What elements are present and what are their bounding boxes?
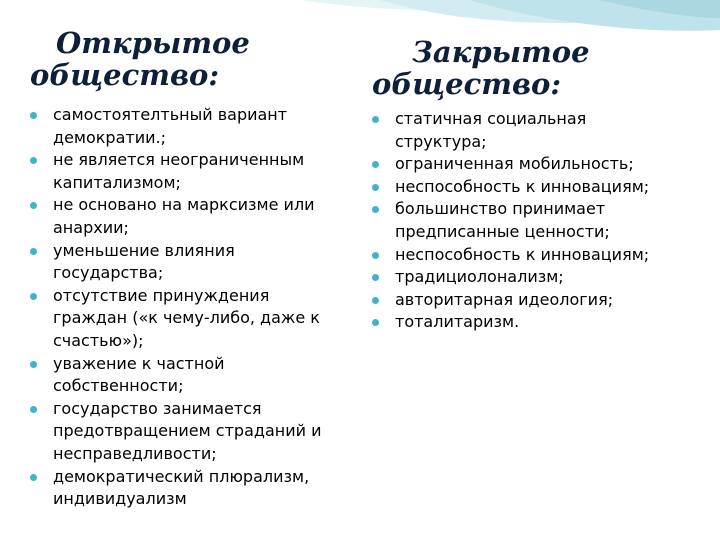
list-item-text: традициолонализм; (395, 267, 564, 287)
list-item (30, 398, 342, 466)
list-item-text: уменьшение влияния государства; (53, 240, 235, 283)
closed-society-title (372, 36, 672, 100)
list-item-text: самостоятелтьный вариант демократии.; (53, 105, 288, 147)
list-item (30, 149, 342, 194)
open-society-title-line2: общество: (30, 58, 220, 92)
list-item-text: уважение к частной собственности; (53, 353, 225, 396)
list-item (30, 285, 342, 353)
list-item-text: ограниченная мобильность; (395, 154, 634, 174)
list-item (30, 466, 342, 511)
bullet-icon (372, 161, 379, 168)
bullet-icon (372, 252, 379, 259)
bullet-icon (30, 474, 37, 481)
list-item (372, 311, 672, 334)
list-item-text: государство занимается предотвращением страданий и несправедливости; (53, 398, 322, 463)
list-item-text: не основано на марксизме или анархии; (53, 195, 315, 237)
bullet-icon (372, 319, 379, 326)
list-item (372, 108, 672, 153)
list-item-text: большинство принимает предписанные ценности; (395, 199, 610, 241)
list-item (372, 153, 672, 176)
list-item-text: статичная социальная структура; (395, 109, 587, 151)
list-item-text: неспособность к инновациям; (395, 176, 650, 196)
list-item (372, 176, 672, 199)
bullet-icon (372, 274, 379, 281)
open-society-list (30, 104, 342, 511)
bullet-icon (372, 297, 379, 304)
bullet-icon (372, 116, 379, 123)
bullet-icon (30, 112, 37, 119)
list-item (30, 104, 342, 149)
bullet-icon (30, 248, 37, 255)
open-society-title-line1: Открытое (56, 26, 250, 60)
list-item (372, 266, 672, 289)
list-item (30, 353, 342, 398)
list-item-text: демократический плюрализм, индивидуализм (53, 466, 310, 509)
list-item-text: не является неограниченным капитализмом; (53, 150, 305, 192)
list-item (372, 244, 672, 267)
bullet-icon (30, 293, 37, 300)
list-item-text: неспособность к инновациям; (395, 244, 650, 264)
closed-society-title-line1: Закрытое (412, 35, 590, 69)
list-item-text: авторитарная идеология; (395, 289, 614, 309)
bullet-icon (372, 206, 379, 213)
bullet-icon (30, 406, 37, 413)
bullet-icon (30, 361, 37, 368)
bullet-icon (30, 157, 37, 164)
list-item-text: тоталитаризм. (395, 312, 520, 332)
list-item (30, 240, 342, 285)
open-society-title (30, 27, 342, 91)
closed-society-title-line2: общество: (372, 67, 562, 101)
list-item (372, 198, 672, 243)
list-item (372, 289, 672, 312)
closed-society-list (372, 108, 672, 334)
bullet-icon (372, 184, 379, 191)
bullet-icon (30, 202, 37, 209)
list-item-text: отсутствие принуждения граждан («к чему-либо, даже к счастью»); (53, 285, 320, 350)
list-item (30, 194, 342, 239)
